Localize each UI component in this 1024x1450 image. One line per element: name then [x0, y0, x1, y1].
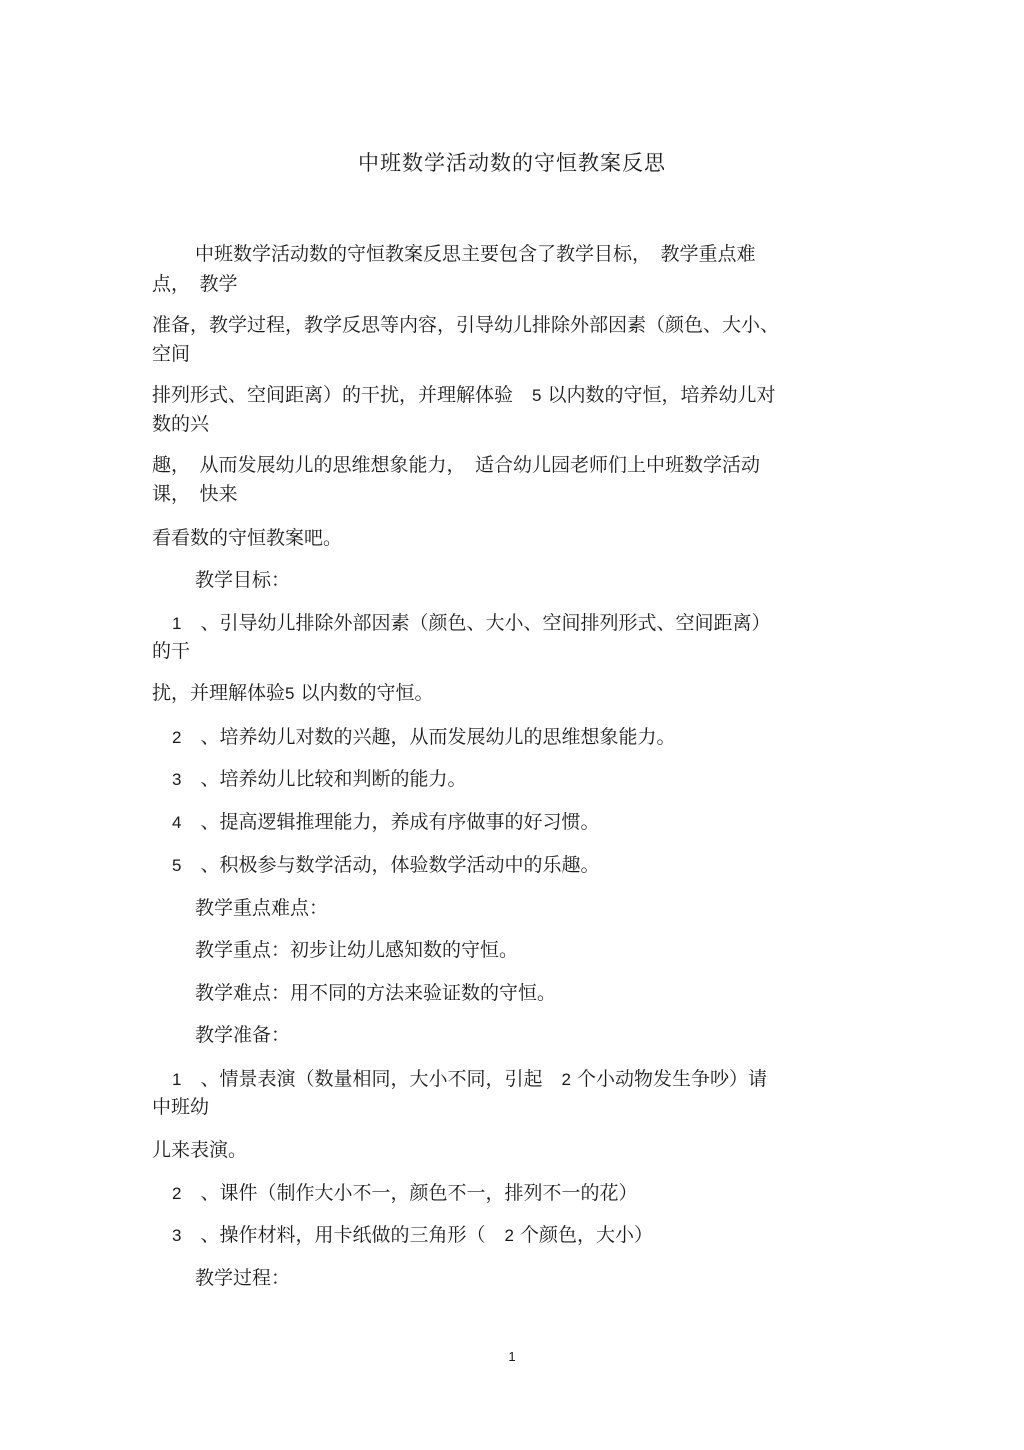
goal-number: 5 — [172, 856, 182, 875]
intro-line-7: 趣， 从而发展幼儿的思维想象能力， 适合幼儿园老师们上中班数学活动 — [152, 454, 761, 476]
intro-text: 排列形式、空间距离）的干扰，并理解体验 — [152, 384, 533, 406]
prep-number: 2 — [504, 1226, 514, 1245]
prep-text: 、课件（制作大小不一，颜色不一，排列不一的花） — [181, 1182, 638, 1204]
goal-1-cont: 的干 — [152, 640, 191, 662]
goal-4 — [172, 809, 599, 836]
intro-line-5 — [152, 382, 776, 409]
goal-number: 5 — [285, 684, 295, 703]
goal-number: 1 — [172, 614, 182, 633]
intro-number: 5 — [532, 386, 542, 405]
prep-1-end: 儿来表演。 — [152, 1139, 248, 1161]
goal-text: 、提高逻辑推理能力，养成有序做事的好习惯。 — [181, 811, 600, 833]
prep-number: 2 — [172, 1184, 182, 1203]
goal-1 — [172, 610, 770, 637]
goals-heading: 教学目标： — [195, 569, 291, 591]
prep-1-cont: 中班幼 — [152, 1096, 210, 1118]
intro-text: 以内数的守恒，培养幼儿对 — [541, 384, 776, 406]
goal-number: 2 — [172, 728, 182, 747]
document-title: 中班数学活动数的守恒教案反思 — [358, 151, 666, 175]
key-point: 教学重点：初步让幼儿感知数的守恒。 — [195, 939, 519, 961]
prep-3 — [172, 1222, 653, 1249]
goal-5 — [172, 852, 599, 879]
intro-line-9: 看看数的守恒教案吧。 — [152, 527, 343, 549]
goal-text: 、培养幼儿对数的兴趣，从而发展幼儿的思维想象能力。 — [181, 726, 676, 748]
key-difficulty: 教学难点：用不同的方法来验证数的守恒。 — [195, 982, 557, 1004]
prep-2 — [172, 1180, 637, 1207]
prep-number: 3 — [172, 1226, 182, 1245]
prep-1 — [172, 1066, 767, 1093]
goal-text: 扰，并理解体验 — [152, 682, 286, 704]
intro-line-4: 空间 — [152, 343, 191, 365]
intro-line-6: 数的兴 — [152, 413, 210, 435]
goal-1-end — [152, 680, 434, 707]
page-number: 1 — [508, 1349, 516, 1364]
prep-number: 2 — [561, 1070, 571, 1089]
intro-line-8: 课， 快来 — [152, 483, 238, 505]
goal-text: 、引导幼儿排除外部因素（颜色、大小、空间排列形式、空间距离） — [181, 612, 771, 634]
prep-heading: 教学准备： — [195, 1024, 291, 1046]
goal-text: 、积极参与数学活动，体验数学活动中的乐趣。 — [181, 854, 600, 876]
goal-number: 3 — [172, 770, 182, 789]
prep-text: 个小动物发生争吵）请 — [570, 1068, 767, 1090]
goal-number: 4 — [172, 813, 182, 832]
process-heading: 教学过程： — [195, 1267, 291, 1289]
intro-line-2: 点， 教学 — [152, 273, 238, 295]
goal-text: 以内数的守恒。 — [294, 682, 434, 704]
goal-3 — [172, 766, 466, 793]
prep-number: 1 — [172, 1070, 182, 1089]
prep-text: 、操作材料，用卡纸做的三角形（ — [181, 1224, 505, 1246]
key-heading: 教学重点难点： — [195, 897, 329, 919]
goal-2 — [172, 724, 675, 751]
intro-line-3: 准备，教学过程，教学反思等内容，引导幼儿排除外部因素（颜色、大小、 — [152, 314, 780, 336]
intro-line-1: 中班数学活动数的守恒教案反思主要包含了教学目标， 教学重点难 — [195, 243, 756, 265]
prep-text: 个颜色，大小） — [513, 1224, 653, 1246]
goal-text: 、培养幼儿比较和判断的能力。 — [181, 768, 467, 790]
prep-text: 、情景表演（数量相同，大小不同，引起 — [181, 1068, 562, 1090]
